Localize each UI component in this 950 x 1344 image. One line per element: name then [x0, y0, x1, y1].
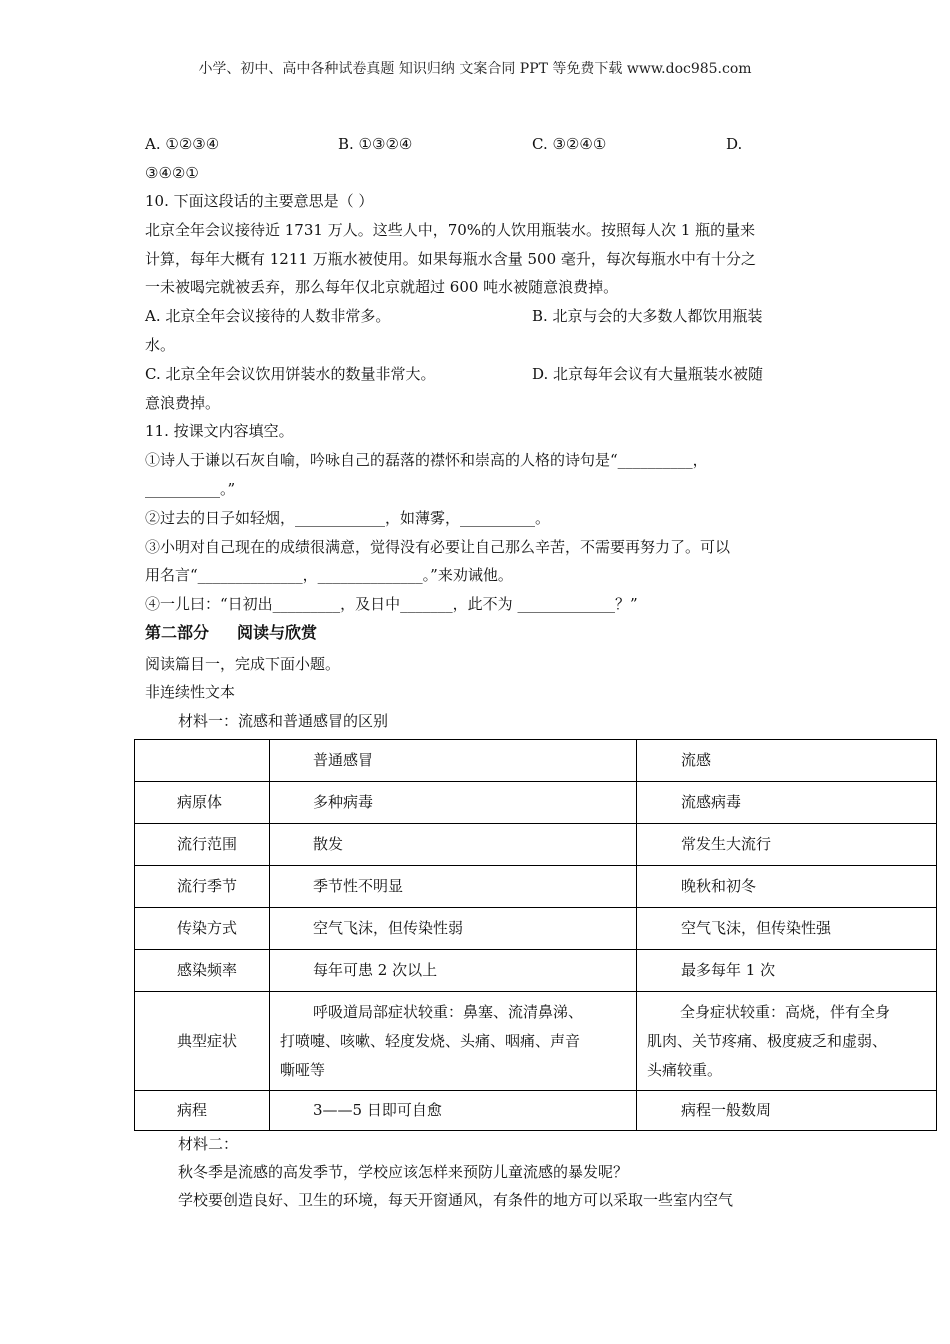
- table-cell: 病程一般数周: [637, 1091, 937, 1131]
- table-row: [135, 782, 937, 824]
- table-cell: 流感病毒: [637, 782, 937, 824]
- q11-title: 11. 按课文内容填空。: [145, 422, 294, 440]
- q11-line: 用名言“______________，______________。”来劝诫他。: [145, 566, 513, 584]
- part2-title: [145, 623, 317, 643]
- table-cell: 病程: [135, 1091, 270, 1131]
- q11-line: ④一儿曰：“日初出_________，及日中_______，此不为 _____________？”: [145, 595, 638, 613]
- q9-option-b: B. ①③②④: [338, 135, 413, 153]
- table-cell: 空气飞沫，但传染性弱: [270, 908, 637, 950]
- table-cell: 每年可患 2 次以上: [270, 950, 637, 992]
- q10-option-d-cont: 意浪费掉。: [145, 394, 221, 412]
- table-header-row: [135, 740, 937, 782]
- q9-option-c: C. ③②④①: [532, 135, 607, 153]
- table-cell: 传染方式: [135, 908, 270, 950]
- material2-line: 秋冬季是流感的高发季节，学校应该怎样来预防儿童流感的暴发呢？: [178, 1163, 629, 1181]
- table-row: [135, 950, 937, 992]
- table-cell: 流行季节: [135, 866, 270, 908]
- q10-passage-line: 北京全年会议接待近 1731 万人。这些人中，70%的人饮用瓶装水。按照每人次 1 瓶的量来: [145, 221, 756, 239]
- material1-title: 材料一：流感和普通感冒的区别: [178, 712, 389, 730]
- table-cell-symptoms-cold: [270, 992, 637, 1091]
- symptom-cold-line: 呼吸道局部症状较重：鼻塞、流清鼻涕、: [313, 1002, 584, 1021]
- table-row-symptoms: [135, 992, 937, 1091]
- table-cell: 常发生大流行: [637, 824, 937, 866]
- table-cell: 最多每年 1 次: [637, 950, 937, 992]
- q10-option-d: D. 北京每年会议有大量瓶装水被随: [532, 365, 764, 383]
- table-row: [135, 908, 937, 950]
- table-row: [135, 824, 937, 866]
- q11-line: __________。”: [145, 480, 236, 498]
- part2-title-b: 阅读与欣赏: [237, 623, 318, 642]
- q11-line: ①诗人于谦以石灰自喻，吟咏自己的磊落的襟怀和崇高的人格的诗句是“__________，: [145, 451, 708, 469]
- table-cell: 晚秋和初冬: [637, 866, 937, 908]
- table-cell: 病原体: [135, 782, 270, 824]
- comparison-table: [134, 739, 937, 1131]
- material2-line: 学校要创造良好、卫生的环境，每天开窗通风，有条件的地方可以采取一些室内空气: [178, 1191, 734, 1209]
- material2-label: 材料二：: [178, 1135, 239, 1153]
- q10-option-b-cont: 水。: [145, 336, 176, 354]
- q9-option-a: A. ①②③④: [145, 135, 220, 153]
- table-cell: 3——5 日即可自愈: [270, 1091, 637, 1131]
- page-header: 小学、初中、高中各种试卷真题 知识归纳 文案合同 PPT 等免费下载 www.doc985.com: [198, 61, 752, 77]
- table-cell: 感染频率: [135, 950, 270, 992]
- table-cell: 流行范围: [135, 824, 270, 866]
- table-cell: 季节性不明显: [270, 866, 637, 908]
- table-header-cell: [135, 740, 270, 782]
- q10-option-c: C. 北京全年会议饮用饼装水的数量非常大。: [145, 365, 436, 383]
- table-row: [135, 866, 937, 908]
- q9-option-d: D.: [726, 135, 743, 153]
- part2-title-a: 第二部分: [145, 623, 210, 642]
- symptom-cold-line: 打喷嚏、咳嗽、轻度发烧、头痛、咽痛、声音: [280, 1031, 581, 1050]
- q10-option-b: B. 北京与会的大多数人都饮用瓶装: [532, 307, 763, 325]
- table-row: [135, 1091, 937, 1131]
- q9-option-d-cont: ③④②①: [145, 164, 199, 182]
- part2-intro: 阅读篇目一，完成下面小题。: [145, 655, 341, 673]
- table-header-cell: 普通感冒: [270, 740, 637, 782]
- q11-line: ③小明对自己现在的成绩很满意，觉得没有必要让自己那么辛苦，不需要再努力了。可以: [145, 538, 731, 556]
- symptom-cold-line: 嘶哑等: [280, 1060, 326, 1079]
- symptom-flu-line: 头痛较重。: [647, 1060, 723, 1079]
- q10-title: 10. 下面这段话的主要意思是（ ）: [145, 192, 374, 210]
- table-cell-symptoms-flu: [637, 992, 937, 1091]
- table-cell: 典型症状: [135, 992, 270, 1091]
- q10-passage-line: 计算，每年大概有 1211 万瓶水被使用。如果每瓶水含量 500 毫升，每次每瓶水中有十分之: [145, 250, 756, 268]
- part2-genre: 非连续性文本: [145, 683, 236, 701]
- table-cell: 散发: [270, 824, 637, 866]
- table-header-cell: 流感: [637, 740, 937, 782]
- q10-option-a: A. 北京全年会议接待的人数非常多。: [145, 307, 391, 325]
- symptom-flu-line: 全身症状较重：高烧，伴有全身: [680, 1002, 891, 1021]
- table-cell: 空气飞沫，但传染性强: [637, 908, 937, 950]
- symptom-flu-line: 肌肉、关节疼痛、极度疲乏和虚弱、: [647, 1031, 888, 1050]
- q11-line: ②过去的日子如轻烟，____________，如薄雾，__________。: [145, 509, 551, 527]
- q10-passage-line: 一未被喝完就被丢弃，那么每年仅北京就超过 600 吨水被随意浪费掉。: [145, 278, 619, 296]
- table-cell: 多种病毒: [270, 782, 637, 824]
